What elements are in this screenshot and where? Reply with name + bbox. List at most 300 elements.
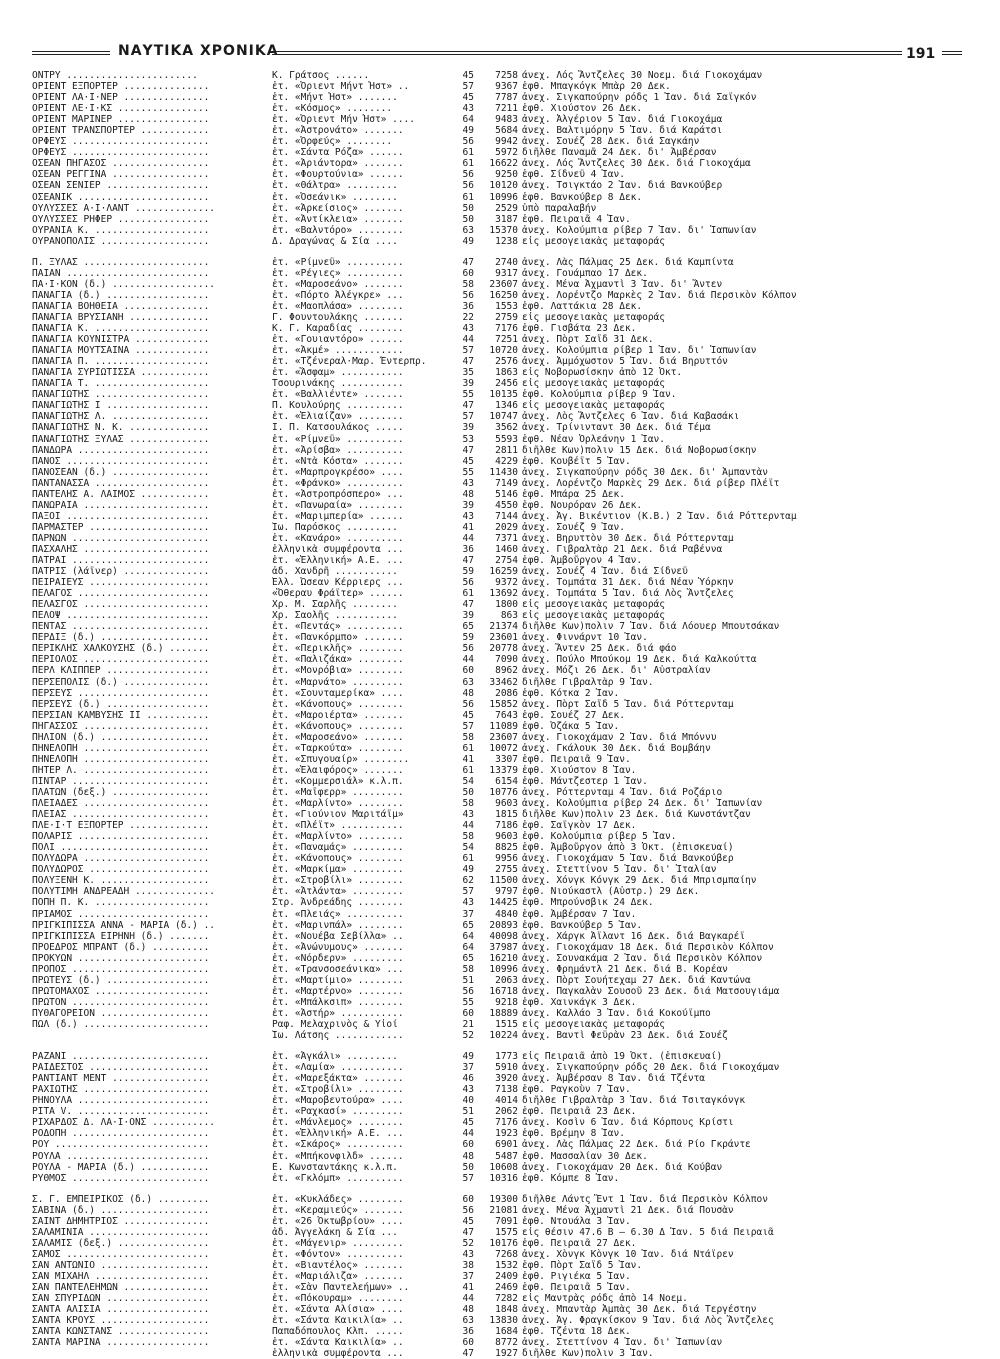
ship-name: ΠΑΝΔΩΡΑ ....................... [32, 444, 210, 456]
ship-entry [32, 1008, 912, 1019]
ship-entry [32, 356, 912, 367]
ship-built-year: 39 [462, 378, 474, 390]
ship-tonnage: 13692 [489, 588, 518, 600]
ship-built-year: 47 [462, 599, 474, 611]
ship-status: ἀνεχ. Κολούμπια ρίβερ 7 Ἰαν. δι' Ἰαπωνίαν [522, 224, 757, 236]
ship-built-year: 50 [462, 787, 474, 798]
ship-status: ἀνεχ. Λὰς Πάλμας 25 Δεκ. διά Καμπίντα [522, 256, 734, 268]
ship-status: ἐφθ. Ριγιέκα 5 Ἰαν. [522, 1270, 631, 1282]
ship-built-year: 56 [462, 136, 474, 148]
ship-status: ἀνεχ. Σιγκαπούρην ρόδς 1 Ἰαν. διά Σαϊγκόν [522, 92, 757, 104]
ship-name: ΠΟΛΙ .......................... [32, 842, 210, 854]
ship-tonnage: 7251 [495, 334, 518, 346]
ship-built-year: 48 [462, 687, 474, 699]
ship-tonnage: 8962 [495, 665, 518, 677]
ship-tonnage: 16718 [489, 985, 518, 997]
ship-status: ἐφθ. Ὀζάκα 5 Ἰαν. [522, 720, 620, 732]
ship-name: ΠΑΝΑΓΙΩΤΗΣ Λ. ................. [32, 411, 210, 423]
ship-entry [32, 1173, 912, 1184]
ship-tonnage: 5593 [495, 433, 518, 445]
ship-entry [32, 1227, 912, 1238]
ship-entry [32, 180, 912, 191]
ship-name: ΣΑΛΑΜΙΣ (δεξ.) ................ [32, 1237, 210, 1249]
ship-name: ΠΛΕΙΑΔΕΣ ...................... [32, 798, 210, 810]
ship-status: ἀνεχ. Μένα Ἀχμαντὶ 21 Δεκ. διά Πουσὰν [522, 1204, 734, 1216]
ship-tonnage: 7371 [495, 532, 518, 544]
ship-name: ΠΡΩΤΟΜΑΧΟΣ .................... [32, 985, 210, 997]
ship-owner: ἐτ. «Σάντα Αλίσια» .... [272, 1304, 404, 1316]
ship-owner: ἑλληνικὰ συμφέροντα ... [272, 1348, 404, 1359]
ship-tonnage: 1927 [495, 1348, 518, 1359]
ship-tonnage: 9317 [495, 267, 518, 279]
ship-tonnage: 11430 [489, 466, 518, 478]
ship-status: ἀνεχ. Βαντὶ Φεϋρὰν 23 Δεκ. διά Σουέζ [522, 1030, 728, 1042]
ship-owner: ἐτ. «Σάντα Ρόζα» ...... [272, 147, 404, 159]
ship-built-year: 43 [462, 323, 474, 335]
ship-entry [32, 953, 912, 964]
ship-built-year: 61 [462, 588, 474, 600]
ship-entry [32, 754, 912, 765]
ship-status: εἰς μεσογειακὰς μεταφοράς [522, 235, 665, 247]
ship-entry [32, 1019, 912, 1030]
ship-name: ΠΑΝΤΕΛΗΣ Α. ΛΑΙΜΟΣ ............ [32, 488, 210, 500]
ship-built-year: 61 [462, 147, 474, 159]
ship-entry [32, 92, 912, 103]
ship-built-year: 41 [462, 521, 474, 533]
ship-owner: ἐτ. «Ὀσεάνικ» ........ [272, 191, 398, 203]
ship-status: ἀνεχ. Μπαντὰρ Ἀμπὰς 30 Δεκ. διά Τεργέστην [522, 1304, 757, 1316]
ship-name: ΠΑΝΟΣΕΑΝ (δ.) ................. [32, 466, 210, 478]
ship-owner: ἐτ. «Κανάρο» .......... [272, 532, 404, 544]
ship-built-year: 43 [462, 897, 474, 909]
ship-status: ἀνεχ. Πὸρτ Σαΐδ 31 Δεκ. [522, 334, 654, 346]
ship-status: ἐφθ. Βρέμην 8 Ἰαν. [522, 1128, 625, 1140]
ship-owner: ἐτ. «Παλιζάκα» ........ [272, 654, 404, 666]
ship-entry [32, 147, 912, 158]
ship-built-year: 50 [462, 202, 474, 214]
ship-owner: ἐτ. «Μαρτίμιο» ........ [272, 974, 404, 986]
ship-owner: ἐτ. «Μπάλκσιπ» ........ [272, 996, 404, 1008]
ship-name: ΠΑΝΑΓΙΑ ΚΟΥΝΙΣΤΡΑ ............. [32, 334, 210, 346]
ship-tonnage: 3920 [495, 1073, 518, 1085]
ship-tonnage: 3187 [495, 213, 518, 225]
ship-entry [32, 389, 912, 400]
ship-owner: ἐτ. «Μαριάλιζα» ....... [272, 1270, 404, 1282]
ship-built-year: 44 [462, 1128, 474, 1140]
ship-tonnage: 11500 [489, 875, 518, 887]
ship-name: ΠΡΟΚΥΩΝ ....................... [32, 952, 210, 964]
ship-entry [32, 1326, 912, 1337]
ship-owner: ἐτ. «Ἀκμέ» ............ [272, 345, 404, 357]
ship-status: ἀνεχ. Σουνακάμα 2 Ἰαν. διά Περσικὸν Κόλπον [522, 952, 763, 964]
ship-owner: ἐτ. «Πόρτο Ἀλέγκρε» ... [272, 289, 404, 301]
ship-built-year: 56 [462, 289, 474, 301]
ship-status: ἀνεχ. Χάργκ Ἀϊλαντ 16 Δεκ. διά Βαγκαρέϊ [522, 930, 746, 942]
ship-name: ΣΑΒΙΝΑ (δ.) ................... [32, 1204, 210, 1216]
ship-owner: Ραφ. Μελαχρινὸς & Υἱοί [272, 1018, 398, 1030]
ship-built-year: 43 [462, 809, 474, 821]
ship-owner: ἐτ. «Ὀρφεύς» ........ [272, 136, 393, 148]
ship-owner: ἐτ. «Μάνλεμος» ........ [272, 1117, 404, 1129]
ship-owner: ἐτ. «Φόντον» .......... [272, 1248, 404, 1260]
ship-entry [32, 367, 912, 378]
ship-built-year: 60 [462, 1193, 474, 1205]
ship-name: ΠΟΠΗ Π. Κ. .................... [32, 897, 210, 909]
ship-tonnage: 1848 [495, 1304, 518, 1316]
ship-name: ΠΑΝΑΓΙΩΤΗΣ Ι .................. [32, 400, 210, 412]
ship-owner: ἐτ. «Γιούνιον Μαριτάϊμ» [272, 809, 404, 821]
ship-name: ΠΕΛΑΣΓΟΣ ...................... [32, 599, 210, 611]
ship-built-year: 45 [462, 1215, 474, 1227]
ship-owner: ἐτ. «Ρίμνεϋ» .......... [272, 433, 404, 445]
ship-built-year: 65 [462, 952, 474, 964]
ship-owner: ἐτ. «26 Ὀκτωβρίου» .... [272, 1215, 404, 1227]
ship-tonnage: 6154 [495, 775, 518, 787]
ship-name: ΣΑΙΝΤ ΔΗΜΗΤΡΙΟΣ ............... [32, 1215, 210, 1227]
ship-entry [32, 511, 912, 522]
ship-name: ΟΣΕΑΝ ΣΕΝΙΕΡ .................. [32, 180, 210, 192]
ship-status: ἀνεχ. Ἄντεν 25 Δεκ. διά φάο [522, 643, 677, 655]
ship-owner: ἐτ. «Σπυγουαίρ» ........ [272, 753, 410, 765]
ship-name: ΟΡΙΕΝΤ ΜΑΡΙΝΕΡ ................ [32, 114, 210, 126]
ship-entry [32, 1216, 912, 1227]
ship-status: εἰς μεσογειακὰς μεταφοράς [522, 311, 665, 323]
ship-status: εἰς μεσογειακὰς μεταφοράς [522, 610, 665, 622]
ship-tonnage: 16250 [489, 289, 518, 301]
ship-built-year: 49 [462, 864, 474, 876]
ship-tonnage: 21081 [489, 1204, 518, 1216]
ship-built-year: 57 [462, 345, 474, 357]
ship-owner: Ἰω. Λάτσης ............ [272, 1030, 404, 1042]
ship-entry [32, 931, 912, 942]
ship-owner: ἐτ. «Κυκλάδες» ........ [272, 1193, 404, 1205]
ship-built-year: 56 [462, 985, 474, 997]
header-rule-left [32, 51, 110, 55]
ship-owner: ἐτ. «Μαρπρογκρέσο» .... [272, 466, 404, 478]
ship-tonnage: 19300 [489, 1193, 518, 1205]
ship-status: ἐφθ. Χιούστον 8 Ἰαν. [522, 764, 637, 776]
ship-name: ΡΑΝΤΙΑΝΤ ΜΕΝΤ ................. [32, 1073, 210, 1085]
ship-status: ἀνεχ. Πούλο Μπούκομ 19 Δεκ. διά Καλκούττα [522, 654, 757, 666]
ship-name: ΟΡΙΕΝΤ ΛΕ·Ι·ΚΣ ................ [32, 103, 210, 115]
ship-name: ΠΑΝΑΓΙΑ ΜΟΥΤΣΑΙΝΑ ............. [32, 345, 210, 357]
ship-status: ἐφθ. Πειραιᾶ 27 Δεκ. [522, 1237, 637, 1249]
ship-name: ΡΑΧΙΩΤΗΣ ...................... [32, 1084, 210, 1096]
ship-name: ΣΑΝΤΑ ΑΛΙΣΙΑ .................. [32, 1304, 210, 1316]
ship-owner: ἐτ. «Ἀνώνυμους» ....... [272, 941, 404, 953]
ship-owner: ἐτ. «Σάντα Καικιλία» .. [272, 1315, 404, 1327]
ship-status: ἐφθ. Κουβέϊτ 5 Ἰαν. [522, 455, 631, 467]
ship-entry [32, 1249, 912, 1260]
ship-tonnage: 20778 [489, 643, 518, 655]
ship-entry [32, 378, 912, 389]
ship-owner: ἐτ. «Μαρεξάκτα» ....... [272, 1073, 404, 1085]
ship-tonnage: 10776 [489, 787, 518, 798]
ship-owner: ἐτ. «Λαμία» ........... [272, 1062, 404, 1074]
ship-entry [32, 1293, 912, 1304]
ship-built-year: 54 [462, 842, 474, 854]
ship-tonnage: 13379 [489, 764, 518, 776]
ship-built-year: 64 [462, 941, 474, 953]
ship-built-year: 51 [462, 1106, 474, 1118]
ship-entry [32, 555, 912, 566]
ship-tonnage: 9483 [495, 114, 518, 126]
ship-owner: ἐτ. «Ἀριάντορα» ....... [272, 158, 404, 170]
ship-tonnage: 23601 [489, 632, 518, 644]
ship-owner: ἐτ. «Ἀστρονάτο» ....... [272, 125, 404, 137]
ship-status: ἀνεχ. Κοσὶν 6 Ἰαν. διά Κόρπους Κρίστι [522, 1117, 734, 1129]
ship-owner: ἐτ. «Πλειάς» .......... [272, 908, 404, 920]
ship-built-year: 61 [462, 158, 474, 170]
ship-owner: ἐτ. «Ρίμνεϋ» .......... [272, 256, 404, 268]
ship-entry [32, 1162, 912, 1173]
ship-name: ΠΛΕ·Ι·Τ ΕΞΠΟΡΤΕΡ .............. [32, 820, 210, 832]
ship-entry [32, 434, 912, 445]
ship-tonnage: 863 [500, 610, 518, 622]
ship-owner: ἐτ. «Ἀστροπρόσπερο» ... [272, 488, 404, 500]
ship-entry [32, 522, 912, 533]
ship-built-year: 48 [462, 488, 474, 500]
ship-owner: ἐτ. «Ἄσφαμ» ........... [272, 367, 404, 379]
ship-built-year: 47 [462, 1348, 474, 1359]
ship-name: Π. ΞΥΛΑΣ ...................... [32, 256, 210, 268]
ship-owner: ἐτ. «Ἐλαιφόρος» ....... [272, 764, 404, 776]
ship-entry [32, 312, 912, 323]
ship-tonnage: 7268 [495, 1248, 518, 1260]
ship-entry [32, 500, 912, 511]
ship-name: ΠΛΕΙΑΣ ........................ [32, 809, 210, 821]
ship-name: ΠΕΡΣΕΠΟΛΙΣ (δ.) ............... [32, 676, 210, 688]
ship-owner: Κ. Γράτσος ...... [272, 70, 370, 81]
ship-entry [32, 853, 912, 864]
ship-status: ἀνεχ. Ἁγ. Βικέντιον (Κ.Β.) 2 Ἰαν. διά Ρόττερνταμ [522, 510, 797, 522]
ship-owner: ἐτ. «Σάντα Καικιλία» .. [272, 1337, 404, 1349]
ship-built-year: 59 [462, 632, 474, 644]
ship-built-year: 60 [462, 267, 474, 279]
ship-tonnage: 5972 [495, 147, 518, 159]
ship-entry [32, 345, 912, 356]
ship-owner: ἐτ. «Μαροσεάνο» ....... [272, 731, 404, 743]
ship-name: ΠΕΡΣΕΥΣ ....................... [32, 687, 210, 699]
ship-name: Σ. Γ. ΕΜΠΕΙΡΙΚΟΣ (δ.) ......... [32, 1193, 210, 1205]
ship-entry [32, 192, 912, 203]
ship-name: ΠΑΝΩΡΑΙΑ ...................... [32, 499, 210, 511]
ship-name: ΣΑΝ ΣΠΥΡΙΔΩΝ .................. [32, 1293, 210, 1305]
ship-tonnage: 9250 [495, 169, 518, 181]
ship-entry [32, 1151, 912, 1162]
ship-built-year: 39 [462, 499, 474, 511]
ship-built-year: 45 [462, 70, 474, 81]
ship-tonnage: 9942 [495, 136, 518, 148]
ship-name: ΣΑΝΤΑ ΚΡΟΥΣ ................... [32, 1315, 210, 1327]
ship-name: ΠΑΝΑΓΙΑ ΣΥΡΙΩΤΙΣΣΑ ............ [32, 367, 210, 379]
ship-entry [32, 103, 912, 114]
ship-tonnage: 1863 [495, 367, 518, 379]
ship-name: ΠΕΡΣΕΥΣ (δ.) .................. [32, 698, 210, 710]
ship-entry [32, 765, 912, 776]
ship-built-year: 49 [462, 125, 474, 137]
ship-built-year: 22 [462, 311, 474, 323]
ship-tonnage: 33462 [489, 676, 518, 688]
ship-name: ΠΡΟΠΟΣ ........................ [32, 963, 210, 975]
ship-entry [32, 632, 912, 643]
ship-entry [32, 688, 912, 699]
ship-tonnage: 10720 [489, 345, 518, 357]
ship-built-year: 55 [462, 389, 474, 401]
ship-name: ΣΑΝΤΑ ΚΩΝΣΤΑΝΣ ................ [32, 1326, 210, 1338]
ship-tonnage: 1575 [495, 1226, 518, 1238]
ship-owner: ἐτ. «Κάνοπους» ........ [272, 698, 404, 710]
ship-entry [32, 445, 912, 456]
ship-built-year: 47 [462, 555, 474, 567]
ship-built-year: 58 [462, 963, 474, 975]
ship-status: ἀνεχ. Γιοκοχάμαν 2 Ἰαν. διά Μπόννυ [522, 731, 717, 743]
ship-tonnage: 16210 [489, 952, 518, 964]
ship-entry [32, 798, 912, 809]
ship-status: ἐφθ. Μπαγκόγκ Μπὰρ 20 Δεκ. [522, 81, 671, 93]
ship-status: εἰς θέσιν 47.6 Β — 6.30 Δ Ἰαν. 5 διά Πειραιᾶ [522, 1226, 774, 1238]
page-number: 191 [906, 46, 936, 62]
ship-owner: Γ. Φουντουλάκης ....... [272, 311, 404, 323]
ship-owner: ἐτ. «Ρέγιες» .......... [272, 267, 404, 279]
ship-status: ἀνεχ. Γουάμπαο 17 Δεκ. [522, 267, 648, 279]
ship-tonnage: 7186 [495, 820, 518, 832]
ship-tonnage: 2755 [495, 864, 518, 876]
ship-tonnage: 7176 [495, 1117, 518, 1129]
ship-status: ἐφθ. Κολούμπια ρίβερ 5 Ἰαν. [522, 831, 677, 843]
ship-built-year: 55 [462, 466, 474, 478]
ship-entry [32, 1282, 912, 1293]
ship-name: ΠΑΝΤΑΝΑΣΣΑ .................... [32, 477, 210, 489]
ship-status: ἐφθ. Βανκούβερ 8 Δεκ. [522, 191, 643, 203]
ship-built-year: 57 [462, 1172, 474, 1184]
ship-entry [32, 1062, 912, 1073]
ship-built-year: 64 [462, 114, 474, 126]
ship-name: ΠΑΝΑΓΙΑ Κ. .................... [32, 323, 210, 335]
ship-owner: ἐτ. «Μπήκονφιλδ» ...... [272, 1150, 404, 1162]
ship-name: ΟΣΕΑΝ ΠΗΓΑΣΟΣ ................. [32, 158, 210, 170]
ship-owner: Ἐλλ. Ὠσεαν Κέρριερς ... [272, 577, 404, 589]
section-gap [32, 1184, 912, 1194]
ship-tonnage: 2576 [495, 356, 518, 368]
ship-owner: ἐτ. «Μαρνάτο» ......... [272, 676, 404, 688]
ship-entry [32, 1271, 912, 1282]
ship-status: ἀνεχ. Τομπάτα 31 Δεκ. διά Νέαν Ὑόρκην [522, 577, 734, 589]
ship-entry [32, 236, 912, 247]
ship-owner: ἐτ. «Βαλλιέντε» ....... [272, 389, 404, 401]
ship-name: ΣΑΝΤΑ ΜΑΡΙΝΑ .................. [32, 1337, 210, 1349]
ship-owner: Ε. Κωνσταντάκης κ.λ.π. [272, 1161, 398, 1173]
ship-entry [32, 743, 912, 754]
ship-name: ΠΗΝΕΛΟΠΗ ...................... [32, 753, 210, 765]
ship-entry [32, 842, 912, 853]
ship-entry [32, 621, 912, 632]
ship-status: ἀνεχ. Φιννάρντ 10 Ἰαν. [522, 632, 648, 644]
ship-name: ΠΡΙΑΜΟΣ ....................... [32, 908, 210, 920]
ship-tonnage: 10176 [489, 1237, 518, 1249]
ship-owner: ἐτ. «Ἀγκάλι» ......... [272, 1051, 398, 1063]
ship-built-year: 54 [462, 775, 474, 787]
ship-built-year: 61 [462, 764, 474, 776]
ship-built-year: 41 [462, 1282, 474, 1294]
ship-status: ἀνεχ. Πὸρτ Σαΐδ 5 Ἰαν. διά Ρόττερνταμ [522, 698, 734, 710]
ship-entry [32, 268, 912, 279]
ship-built-year: 65 [462, 919, 474, 931]
ship-tonnage: 9603 [495, 798, 518, 810]
ship-status: ἐφθ. Μασσαλίαν 30 Δεκ. [522, 1150, 648, 1162]
ship-name: ΣΑΜΟΣ ......................... [32, 1248, 210, 1260]
ship-owner: ἐτ. «Μαρκίμα» ......... [272, 864, 404, 876]
ship-status: ἐφθ. Πειραιᾶ 5 Ἰαν. [522, 1282, 631, 1294]
ship-entry [32, 1139, 912, 1150]
ship-tonnage: 10996 [489, 191, 518, 203]
ship-owner: ἐτ. «Γκλόμπ» .......... [272, 1172, 404, 1184]
ship-owner: ἐτ. «Περικλῆς» ........ [272, 643, 404, 655]
ship-status: ἀνεχ. Τρίνινταντ 30 Δεκ. διά Τέμα [522, 422, 711, 434]
ship-name: ΠΥΘΑΓΟΡΕΙΟΝ ................... [32, 1007, 210, 1019]
ship-name: ΡΟΔΟΠΗ ........................ [32, 1128, 210, 1140]
ship-tonnage: 2754 [495, 555, 518, 567]
ship-built-year: 56 [462, 169, 474, 181]
ship-tonnage: 10608 [489, 1161, 518, 1173]
ship-owner: ἐτ. «Μαρτέρνο» ........ [272, 985, 404, 997]
ship-status: ἐφθ. Νουρόραν 26 Δεκ. [522, 499, 643, 511]
ship-status: διῆλθε Κων)πολιν 15 Δεκ. διά Νοβορωσίσκην [522, 444, 757, 456]
header-rule-middle [272, 51, 902, 55]
ship-tonnage: 15852 [489, 698, 518, 710]
ship-tonnage: 23607 [489, 731, 518, 743]
ship-name: ΣΑΝ ΑΝΤΩΝΙΟ ................... [32, 1259, 210, 1271]
ship-owner: ἐτ. «Νόρδερν» ......... [272, 952, 404, 964]
ship-owner: ἐτ. «Μαροβεντούρα» .... [272, 1095, 404, 1107]
ship-entry [32, 70, 912, 81]
ship-built-year: 57 [462, 81, 474, 93]
ship-status: ἐφθ. Πειραιᾶ 4 Ἰαν. [522, 213, 631, 225]
ship-name: ΠΡΙΓΚΙΠΙΣΣΑ ΑΝΝΑ - ΜΑΡΙΑ (δ.) .. [32, 919, 216, 931]
ship-status: ἐφθ. Σίδνεϋ 4 Ἰαν. [522, 169, 625, 181]
ship-entry [32, 489, 912, 500]
ship-name: ΠΑΡΜΑΣΤΕΡ ..................... [32, 521, 210, 533]
ship-entry [32, 203, 912, 214]
ship-built-year: 43 [462, 1084, 474, 1096]
ship-entry [32, 897, 912, 908]
ship-built-year: 57 [462, 411, 474, 423]
ship-name: ΠΕΡΙΟΛΟΣ ...................... [32, 654, 210, 666]
ship-entry [32, 1238, 912, 1249]
ship-name: ΠΡΟΕΔΡΟΣ ΜΠΡΑΝΤ (δ.) .......... [32, 941, 210, 953]
ship-name: ΟΡΦΕΥΣ ........................ [32, 147, 210, 159]
ship-status: ἐφθ. Ἀμβέρσαν 7 Ἰαν. [522, 908, 637, 920]
ship-tonnage: 18889 [489, 1007, 518, 1019]
ship-tonnage: 7138 [495, 1084, 518, 1096]
ship-name: ΡΙΧΑΡΔΟΣ Δ. ΛΑ·Ι·ΟΝΣ ........... [32, 1117, 216, 1129]
ship-status: ἐφθ. Σαϊγκὸν 17 Δεκ. [522, 820, 637, 832]
ship-entry [32, 290, 912, 301]
ship-built-year: 36 [462, 300, 474, 312]
ship-status: ἐφθ. Χαινκάγκ 3 Δεκ. [522, 996, 637, 1008]
ship-entry [32, 1117, 912, 1128]
ship-status: άνεχ. Λός Ἄντζελες 30 Νοεμ. διά Γιοκοχάμαν [522, 70, 763, 81]
ship-owner: ἐτ. «Πεντάς» .......... [272, 621, 404, 633]
ship-name: ΡΟΥΛΑ - ΜΑΡΙΑ (δ.) ............ [32, 1161, 210, 1173]
ship-status: ἀνεχ. Βηρυττὸν 30 Δεκ. διά Ρόττερνταμ [522, 532, 734, 544]
ship-entry [32, 997, 912, 1008]
ship-status: εἰς μεσογειακὰς μεταφοράς [522, 1018, 665, 1030]
ship-built-year: 56 [462, 180, 474, 192]
ship-built-year: 40 [462, 1095, 474, 1107]
ship-name: ΡΗΝΟΥΛΑ ....................... [32, 1095, 210, 1107]
ship-built-year: 60 [462, 1007, 474, 1019]
